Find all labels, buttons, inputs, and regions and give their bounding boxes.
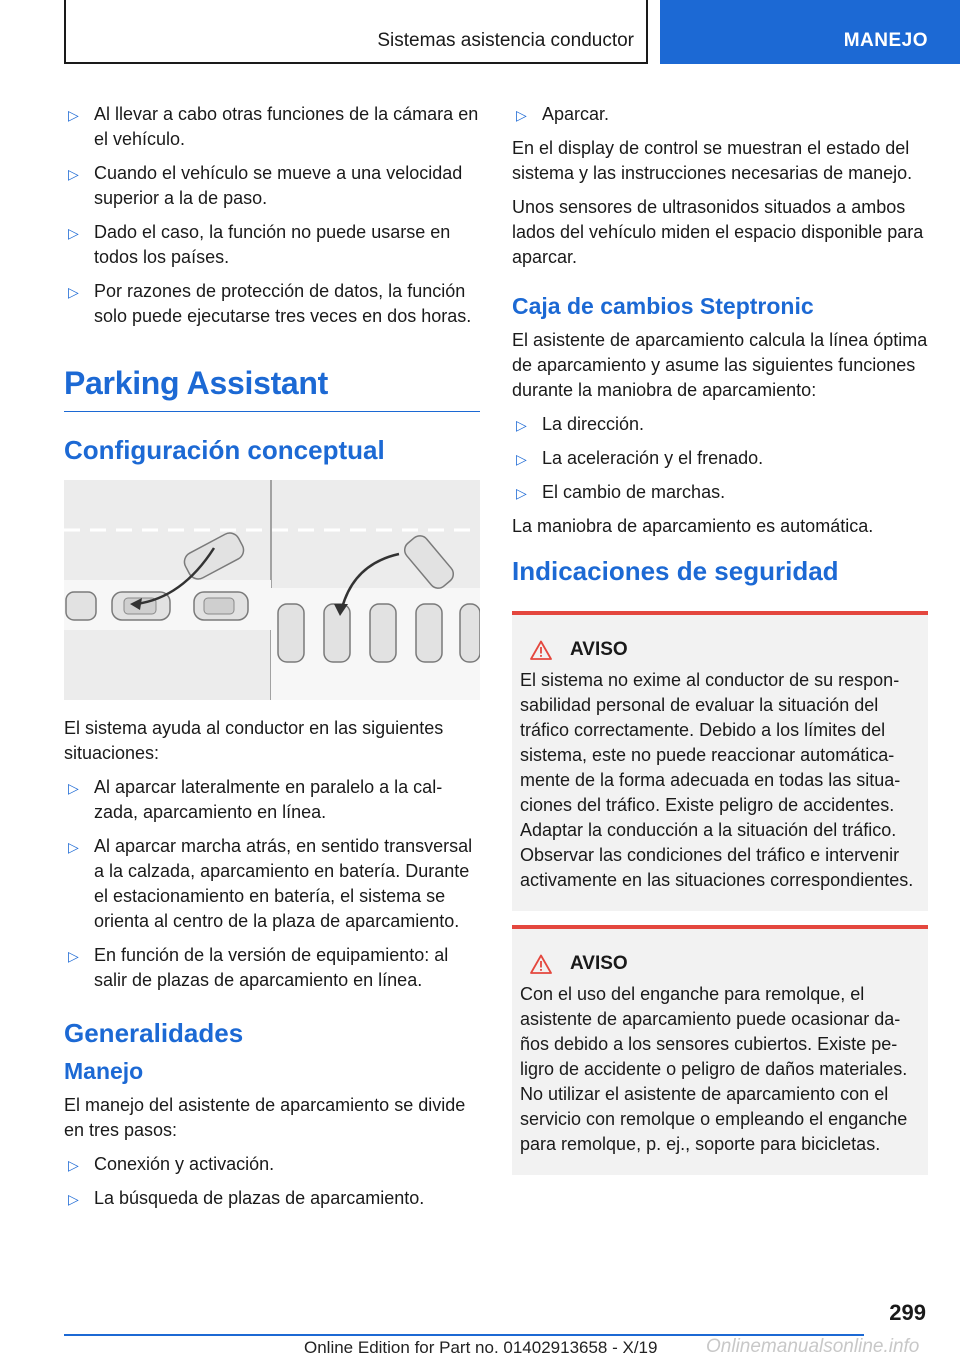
triangle-bullet-icon: ▷	[68, 1191, 79, 1207]
bullet-list-situations	[64, 775, 480, 993]
list-item: ▷ En función de la versión de equipamiento: al salir de plazas de aparcamiento en línea.	[68, 945, 449, 990]
bullet-list-top	[64, 102, 480, 329]
triangle-bullet-icon: ▷	[516, 107, 527, 123]
list-item: ▷ Por razones de protección de datos, la función solo puede ejecutarse tres veces en dos horas.	[68, 281, 472, 326]
heading-manejo: Manejo	[64, 1058, 144, 1084]
heading-seguridad: Indicaciones de seguridad	[512, 556, 839, 586]
left-column	[64, 102, 480, 1220]
warning-text: Con el uso del enganche para remolque, el asistente de aparcamiento puede ocasionar daños debido a los sensores cubiertos. Existe peligro de accidente o peligro de daños materiales. No utilizar el asistente de aparcamiento con el servicio con remolque o empleando el enganche para remolque, p. ej., soporte para bicicletas.	[520, 984, 908, 1154]
list-item: ▷ Conexión y activación.	[64, 1152, 480, 1177]
triangle-bullet-icon: ▷	[516, 485, 527, 501]
heading-configuracion: Configuración conceptual	[64, 435, 385, 465]
watermark-text: Onlinemanualsonline.info	[706, 1336, 920, 1357]
heading-generalidades: Generalidades	[64, 1018, 244, 1048]
warning-box-1	[512, 611, 928, 911]
display-text: En el display de control se muestran el estado del sistema y las instrucciones necesarias de manejo.	[512, 138, 913, 183]
footer-edition: Online Edition for Part no. 01402913658 - X/19	[304, 1338, 658, 1357]
intro-text: El sistema ayuda al conductor en las siguientes situaciones:	[64, 718, 444, 763]
list-item: ▷ Aparcar.	[512, 102, 928, 127]
list-item: ▷ La aceleración y el frenado.	[512, 446, 928, 471]
triangle-bullet-icon: ▷	[516, 417, 527, 433]
warning-triangle-icon	[530, 954, 552, 974]
list-item: ▷ Al llevar a cabo otras funciones de la cámara en el vehículo.	[68, 104, 479, 149]
warning-title: AVISO	[570, 953, 628, 974]
triangle-bullet-icon: ▷	[516, 451, 527, 467]
header-section-box	[64, 0, 648, 64]
header-tab-manejo[interactable]	[660, 0, 960, 64]
triangle-bullet-icon: ▷	[68, 225, 79, 241]
triangle-bullet-icon: ▷	[68, 284, 79, 300]
list-item: ▷ El cambio de marchas.	[512, 480, 928, 505]
list-item: ▷ Dado el caso, la función no puede usarse en todos los países.	[68, 222, 451, 267]
warning-box-2	[512, 925, 928, 1175]
section-title-parking-assistant: Parking Assistant	[64, 363, 480, 412]
warning-header	[520, 637, 920, 662]
triangle-bullet-icon: ▷	[68, 948, 79, 964]
parking-diagram-image	[64, 480, 480, 700]
header-section-title: Sistemas asistencia conductor	[377, 30, 634, 51]
auto-text: La maniobra de aparcamiento es automática.	[512, 516, 874, 536]
manejo-text: El manejo del asistente de aparcamiento se divide en tres pasos:	[64, 1095, 466, 1140]
list-item: ▷ Al aparcar lateralmente en paralelo a la calzada, aparcamiento en línea.	[68, 777, 443, 822]
bullet-list-steps	[64, 1152, 480, 1211]
bullet-list-aparcar	[512, 102, 928, 127]
warning-triangle-icon	[530, 640, 552, 660]
triangle-bullet-icon: ▷	[68, 1157, 79, 1173]
warning-header	[520, 951, 920, 976]
parking-illustration	[64, 480, 480, 700]
heading-steptronic: Caja de cambios Steptronic	[512, 293, 814, 319]
triangle-bullet-icon: ▷	[68, 166, 79, 182]
list-item: ▷ La búsqueda de plazas de aparcamiento.	[64, 1186, 480, 1211]
sensors-text: Unos sensores de ultrasonidos situados a ambos lados del vehículo miden el espacio disponible para aparcar.	[512, 197, 924, 267]
warning-text: El sistema no exime al conductor de su responsabilidad personal de evaluar la situación del tráfico correctamente. Debido a los límites del sistema, este no puede reaccionar automáticamente de la forma adecuada en todas las situaciones del tráfico. Existe peligro de accidentes. Adaptar la conducción a la situación del tráfico. Observar las condiciones del tráfico e intervenir activamente en las situaciones correspondientes.	[520, 670, 914, 890]
list-item: ▷ Cuando el vehículo se mueve a una velocidad superior a la de paso.	[68, 163, 463, 208]
triangle-bullet-icon: ▷	[68, 839, 79, 855]
list-item: ▷ La dirección.	[512, 412, 928, 437]
triangle-bullet-icon: ▷	[68, 107, 79, 123]
triangle-bullet-icon: ▷	[68, 780, 79, 796]
list-item: ▷ Al aparcar marcha atrás, en sentido transversal a la calzada, aparcamiento en batería. Durante el estacionamiento en batería, el sistema se orienta al centro de la plaza de aparcamiento.	[68, 836, 473, 931]
right-column	[512, 102, 928, 1189]
warning-title: AVISO	[570, 639, 628, 660]
header-tab-label: MANEJO	[843, 30, 928, 51]
steptronic-text: El asistente de aparcamiento calcula la línea óptima de aparcamiento y asume las siguientes funciones durante la maniobra de aparcamiento:	[512, 330, 928, 400]
bullet-list-caja	[512, 412, 928, 505]
page-number: 299	[889, 1300, 926, 1325]
